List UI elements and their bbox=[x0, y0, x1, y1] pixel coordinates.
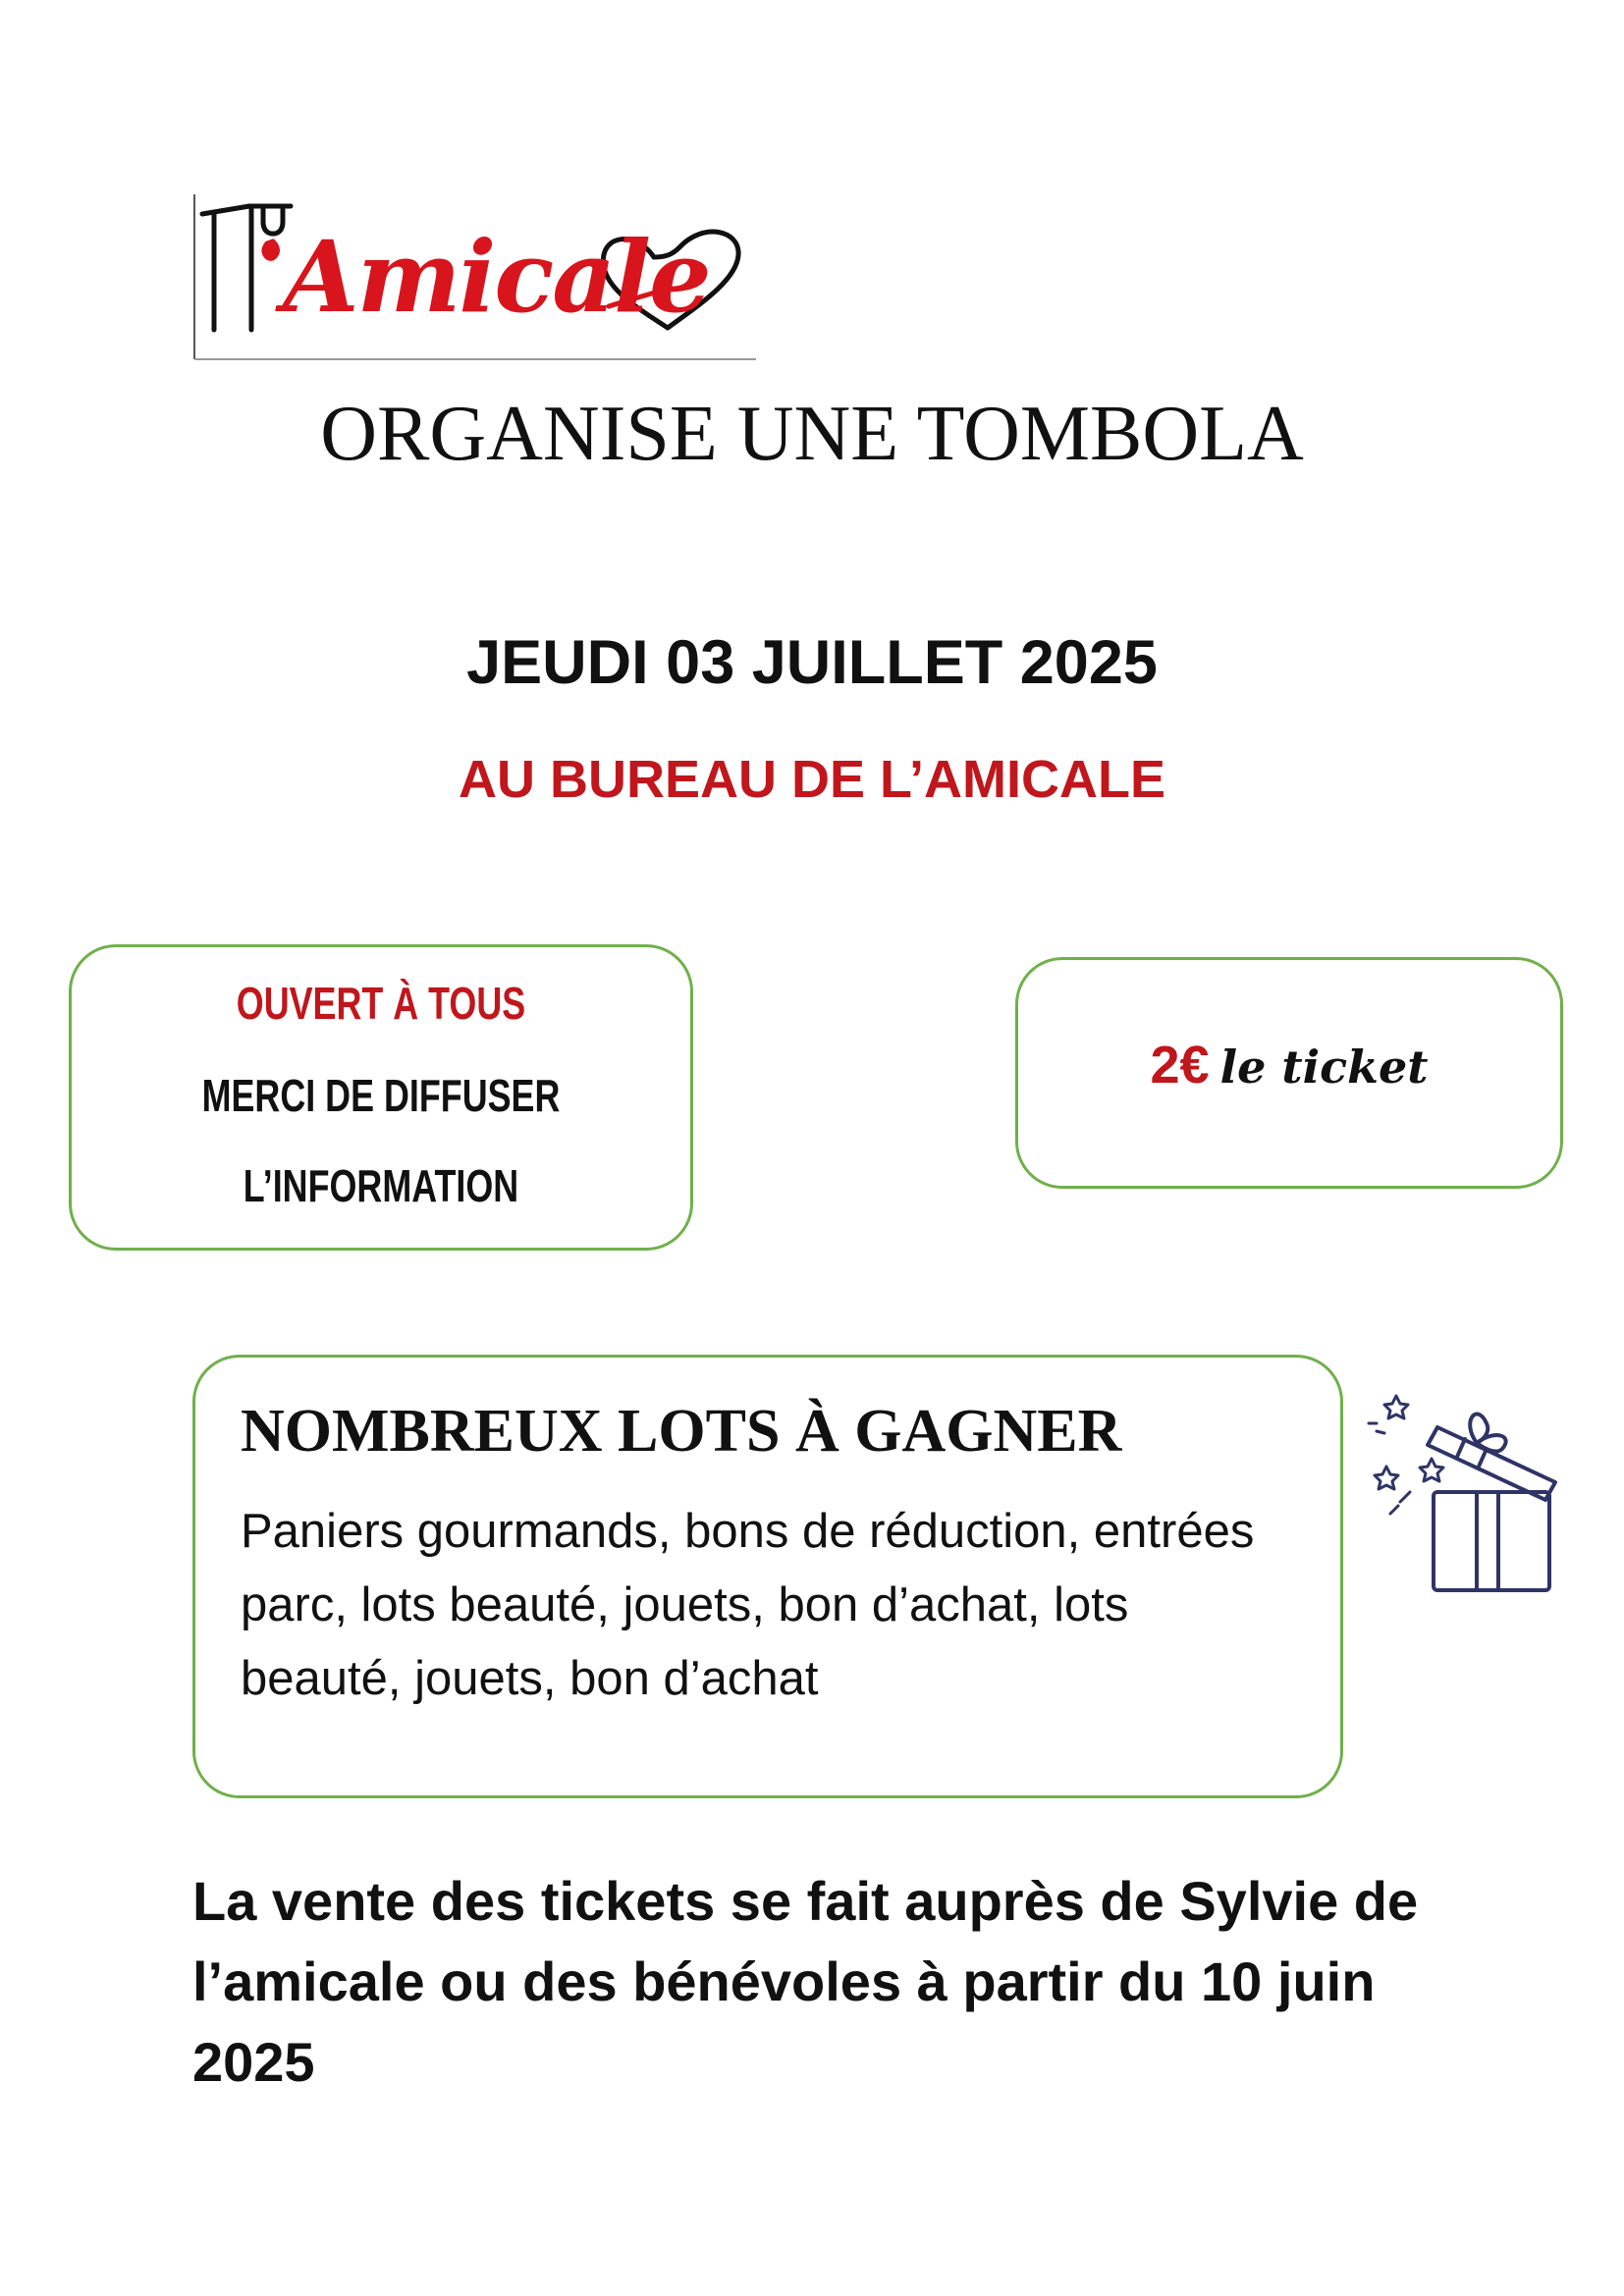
information-text: L’INFORMATION bbox=[243, 1160, 519, 1211]
logo-wordmark: Amicale bbox=[283, 219, 710, 335]
amicale-logo bbox=[192, 192, 756, 361]
prizes-description: Paniers gourmands, bons de réduction, entrées parc, lots beauté, jouets, bon d’achat, lots beauté, jouets, bon d’achat bbox=[241, 1505, 1255, 1705]
iv-drip-icon bbox=[202, 206, 291, 330]
ticket-sale-info: La vente des tickets se fait auprès de Sylvie de l’amicale ou des bénévoles à partir du 10 juin 2025 bbox=[192, 1870, 1419, 2093]
ticket-price-unit: le ticket bbox=[1219, 1041, 1429, 1094]
ticket-price-box bbox=[1015, 957, 1563, 1189]
open-to-all-box bbox=[69, 944, 693, 1251]
prizes-box bbox=[192, 1355, 1343, 1798]
open-to-all-text: OUVERT À TOUS bbox=[236, 978, 526, 1029]
ticket-price-line bbox=[1018, 1036, 1560, 1095]
ticket-price-amount: 2€ bbox=[1150, 1036, 1210, 1095]
event-date: JEUDI 03 JUILLET 2025 bbox=[466, 628, 1158, 697]
prizes-title: NOMBREUX LOTS À GAGNER bbox=[241, 1398, 1122, 1465]
page-subtitle: ORGANISE UNE TOMBOLA bbox=[320, 391, 1304, 477]
please-share-text: MERCI DE DIFFUSER bbox=[201, 1070, 561, 1121]
event-place: AU BUREAU DE L’AMICALE bbox=[458, 750, 1165, 809]
gift-icon bbox=[1367, 1384, 1575, 1594]
